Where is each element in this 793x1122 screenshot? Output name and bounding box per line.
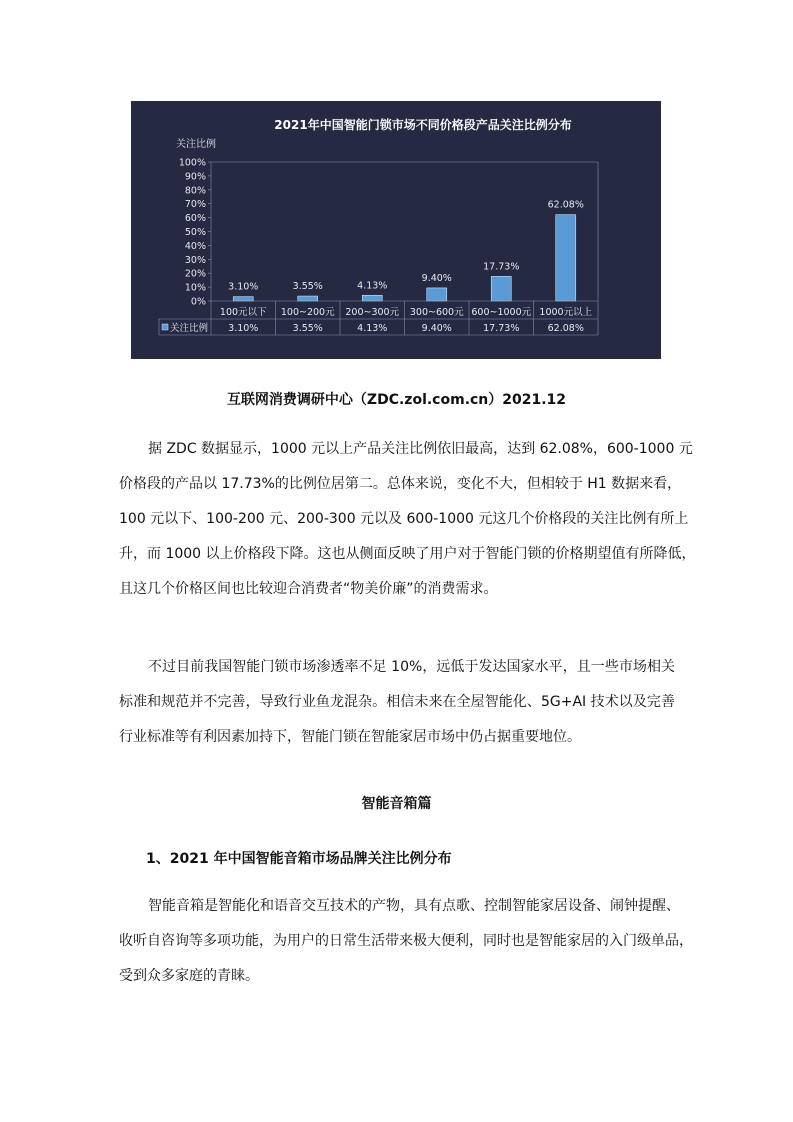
y-tick-label: 0% — [190, 296, 206, 308]
x-category-label: 100~200元 — [280, 307, 335, 318]
y-tick-label: 10% — [184, 282, 206, 294]
paragraph-1-line: 据 ZDC 数据显示，1000 元以上产品关注比例依旧最高，达到 62.08%，600-1000 元 — [148, 441, 693, 457]
y-tick-label: 90% — [184, 171, 206, 183]
paragraph-2-line: 不过目前我国智能门锁市场渗透率不足 10%，远低于发达国家水平，且一些市场相关 — [148, 659, 675, 675]
table-value-cell: 62.08% — [547, 323, 584, 334]
y-tick-label: 20% — [184, 268, 206, 280]
x-category-label: 200~300元 — [345, 307, 400, 318]
legend-label: 关注比例 — [170, 323, 209, 334]
y-tick-label: 30% — [184, 254, 206, 266]
bar-data-label: 3.55% — [292, 281, 323, 293]
bar-chart — [131, 101, 661, 359]
x-category-label: 300~600元 — [409, 307, 464, 318]
paragraph-2-line: 行业标准等有利因素加持下，智能门锁在智能家居市场中仍占据重要地位。 — [119, 729, 581, 745]
paragraph-3-line: 受到众多家庭的青睐。 — [119, 968, 259, 984]
y-tick-label: 100% — [178, 157, 206, 169]
y-tick-label: 80% — [184, 185, 206, 197]
bar-data-label: 4.13% — [357, 280, 388, 292]
table-value-cell: 4.13% — [357, 323, 388, 334]
bar-series — [233, 215, 576, 301]
table-value-cell: 17.73% — [483, 323, 520, 334]
chart-container — [131, 101, 661, 359]
y-tick-label: 50% — [184, 227, 206, 238]
x-category-label: 1000元以上 — [539, 307, 593, 318]
paragraph-1-line: 升，而 1000 以上价格段下降。这也从侧面反映了用户对于智能门锁的价格期望值有所降低， — [119, 546, 696, 562]
bar — [556, 215, 576, 301]
y-tick-label: 60% — [184, 213, 206, 225]
paragraph-3-line: 智能音箱是智能化和语音交互技术的产物，具有点歌、控制智能家居设备、闹钟提醒、 — [148, 898, 680, 914]
bar-data-label: 62.08% — [547, 199, 584, 211]
bar-data-label: 3.10% — [228, 281, 259, 293]
y-axis-label: 关注比例 — [176, 139, 216, 150]
section-title: 智能音箱篇 — [361, 796, 432, 812]
legend-swatch — [162, 324, 168, 330]
sub-heading: 1、2021 年中国智能音箱市场品牌关注比例分布 — [146, 851, 452, 867]
chart-title: 2021年中国智能门锁市场不同价格段产品关注比例分布 — [274, 118, 572, 132]
y-axis-ticks — [179, 158, 211, 308]
x-category-label: 600~1000元 — [471, 307, 532, 318]
y-tick-label: 70% — [184, 199, 206, 211]
paragraph-1-line: 且这几个价格区间也比较迎合消费者“物美价廉”的消费需求。 — [119, 581, 498, 597]
bar — [491, 276, 511, 301]
bar — [298, 296, 318, 301]
table-value-cell: 3.55% — [292, 323, 323, 334]
paragraph-2-line: 标准和规范并不完善，导致行业鱼龙混杂。相信未来在全屋智能化、5G+AI 技术以及完善 — [119, 694, 675, 710]
chart-source-caption: 互联网消费调研中心（ZDC.zol.com.cn）2021.12 — [226, 392, 567, 408]
paragraph-3 — [119, 889, 693, 994]
table-value-cell: 9.40% — [421, 323, 452, 334]
paragraph-1-line: 100 元以下、100-200 元、200-300 元以及 600-1000 元这几个价格段的关注比例有所上 — [119, 511, 689, 527]
table-value-cell: 3.10% — [228, 323, 259, 334]
bar-data-label: 17.73% — [483, 261, 520, 273]
bar — [362, 295, 382, 301]
x-category-label: 100元以下 — [219, 307, 267, 318]
bar — [427, 288, 447, 301]
bar-data-label: 9.40% — [421, 272, 452, 284]
paragraph-2 — [119, 650, 675, 755]
y-tick-label: 40% — [184, 240, 206, 252]
paragraph-3-line: 收听自咨询等多项功能，为用户的日常生活带来极大便利，同时也是智能家居的入门级单品， — [119, 933, 693, 949]
chart-grid — [211, 162, 598, 301]
paragraph-1-line: 价格段的产品以 17.73%的比例位居第二。总体来说，变化不大，但相较于 H1 数据来看， — [119, 476, 682, 492]
data-table — [159, 301, 598, 335]
paragraph-1 — [119, 432, 696, 607]
bar — [233, 297, 253, 301]
bar-data-labels — [228, 200, 584, 293]
